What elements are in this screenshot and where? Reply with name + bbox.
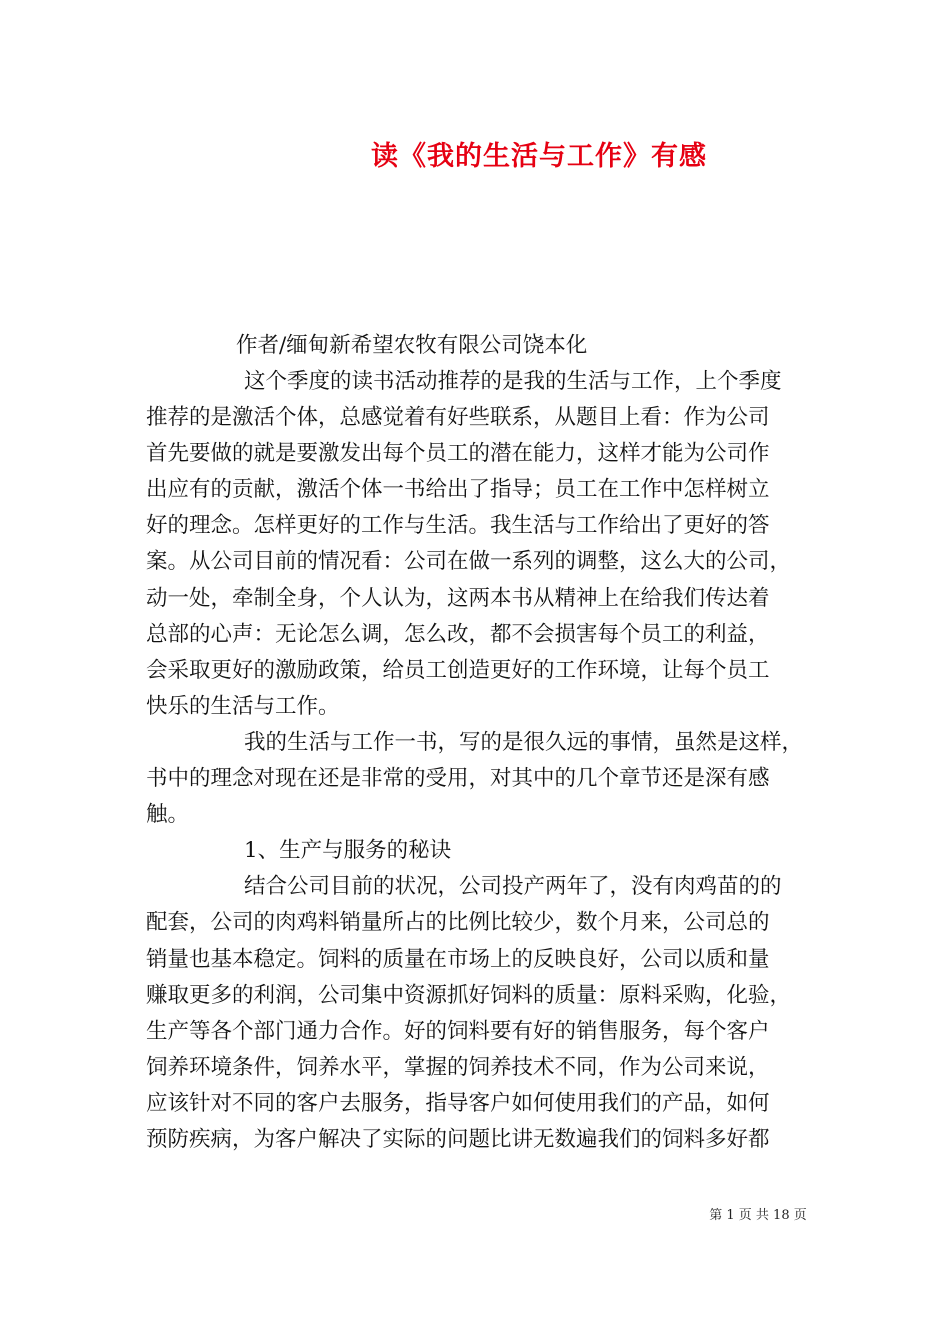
paragraph-line: 案。从公司目前的情况看：公司在做一系列的调整，这么大的公司， <box>146 549 792 575</box>
document-title: 读《我的生活与工作》有感 <box>371 141 707 172</box>
paragraph-line: 首先要做的就是要激发出每个员工的潜在能力，这样才能为公司作 <box>146 441 770 467</box>
paragraph-line: 出应有的贡献，激活个体一书给出了指导；员工在工作中怎样树立 <box>146 477 770 503</box>
paragraph-line: 快乐的生活与工作。 <box>146 693 340 719</box>
section-heading: 1、生产与服务的秘诀 <box>244 838 452 864</box>
paragraph-line: 这个季度的读书活动推荐的是我的生活与工作，上个季度 <box>244 369 782 394</box>
paragraph-line: 饲养环境条件，饲养水平，掌握的饲养技术不同，作为公司来说， <box>146 1054 770 1080</box>
document-body <box>146 364 822 1158</box>
page-number-footer: 第 1 页 共 18 页 <box>709 1208 807 1223</box>
paragraph-line: 触。 <box>146 802 190 828</box>
paragraph-line: 生产等各个部门通力合作。好的饲料要有好的销售服务，每个客户 <box>146 1018 770 1044</box>
paragraph-line: 应该针对不同的客户去服务，指导客户如何使用我们的产品，如何 <box>146 1090 770 1116</box>
paragraph-line: 书中的理念对现在还是非常的受用，对其中的几个章节还是深有感 <box>146 766 770 792</box>
paragraph-line: 我的生活与工作一书，写的是很久远的事情，虽然是这样， <box>244 729 804 755</box>
author-line: 作者/缅甸新希望农牧有限公司饶本化 <box>236 333 588 358</box>
paragraph-line: 结合公司目前的状况，公司投产两年了，没有肉鸡苗的的 <box>244 874 782 900</box>
paragraph-line: 好的理念。怎样更好的工作与生活。我生活与工作给出了更好的答 <box>146 513 770 539</box>
paragraph-line: 动一处，牵制全身，个人认为，这两本书从精神上在给我们传达着 <box>146 585 770 611</box>
paragraph-line: 总部的心声：无论怎么调，怎么改，都不会损害每个员工的利益， <box>146 621 770 647</box>
paragraph-line: 配套，公司的肉鸡料销量所占的比例比较少，数个月来，公司总的 <box>146 910 770 936</box>
paragraph-line: 推荐的是激活个体，总感觉着有好些联系，从题目上看：作为公司 <box>146 405 770 431</box>
paragraph-line: 预防疾病，为客户解决了实际的问题比讲无数遍我们的饲料多好都 <box>146 1126 770 1152</box>
paragraph-line: 销量也基本稳定。饲料的质量在市场上的反映良好，公司以质和量 <box>146 946 770 972</box>
paragraph-line: 赚取更多的利润，公司集中资源抓好饲料的质量：原料采购，化验， <box>146 982 792 1008</box>
paragraph-line: 会采取更好的激励政策，给员工创造更好的工作环境，让每个员工 <box>146 657 770 683</box>
